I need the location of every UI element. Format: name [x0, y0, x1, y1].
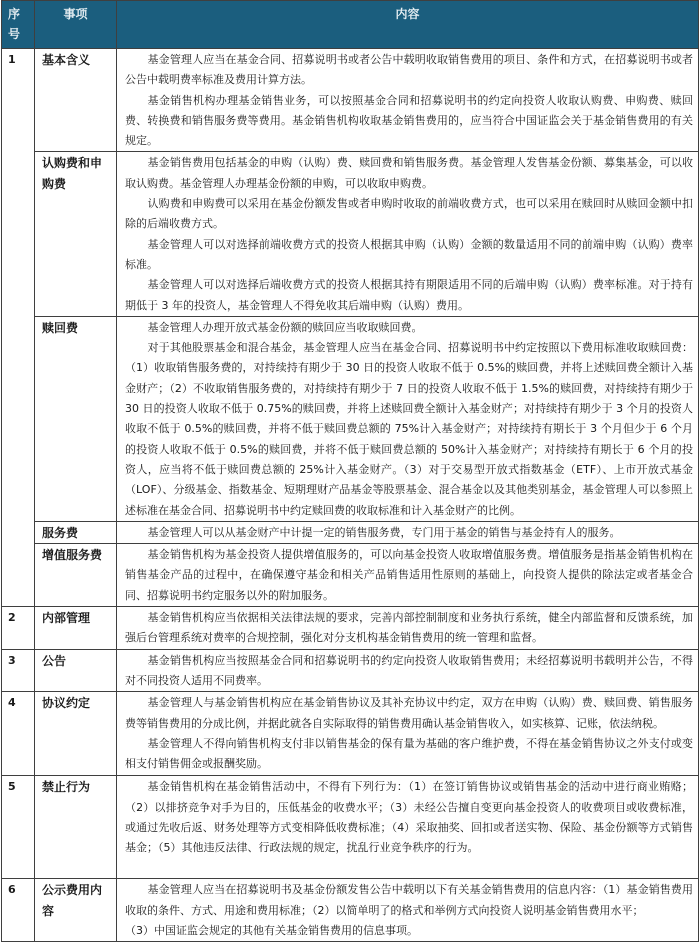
content-paragraph: 基金销售费用包括基金的申购（认购）费、赎回费和销售服务费。基金管理人发售基金份额、募集基金，可以收取认购费。基金管理人办理基金份额的申购，可以收取申购费。 [125, 156, 693, 190]
row-item: 协议约定 [35, 692, 117, 776]
content-paragraph: 基金销售机构为基金投资人提供增值服务的，可以向基金投资人收取增值服务费。增值服务是指基金销售机构在销售基金产品的过程中，在确保遵守基金和相关产品销售适用性原则的基础上，向投资人提供的除法定或者基金合同、招募说明书约定服务以外的附加服务。 [125, 548, 693, 602]
content-paragraph: 基金管理人可以从基金财产中计提一定的销售服务费，专门用于基金的销售与基金持有人的服务。 [147, 525, 621, 539]
table-row [2, 776, 699, 879]
table-row [2, 521, 699, 543]
row-item: 公告 [35, 649, 117, 692]
table-row [2, 649, 699, 692]
row-content [117, 649, 699, 692]
row-item: 认购费和申购费 [35, 152, 117, 316]
row-content [117, 316, 699, 521]
content-paragraph: 基金管理人可以对选择前端收费方式的投资人根据其申购（认购）金额的数量适用不同的前端申购（认购）费率标准。 [125, 237, 693, 271]
row-content [117, 152, 699, 316]
row-number: 5 [2, 776, 35, 879]
content-paragraph: 基金管理人应当在基金合同、招募说明书或者公告中载明收取销售费用的项目、条件和方式，在招募说明书或者公告中载明费率标准及费用计算方法。 [125, 53, 693, 87]
table-row [2, 544, 699, 607]
content-paragraph: 基金销售机构应当按照基金合同和招募说明书的约定向投资人收取销售费用；未经招募说明书载明并公告，不得对不同投资人适用不同费率。 [125, 653, 693, 688]
content-paragraph: 基金销售机构在基金销售活动中，不得有下列行为：（1）在签订销售协议或销售基金的活动中进行商业贿赂；（2）以排挤竞争对手为目的，压低基金的收费水平；（3）未经公告擅自变更向基金投资人的收费项目或收费标准，或通过先收后返、财务处理等方式变相降低收费标准；（4）采取抽奖、回扣或者送实物、保险、基金份额等方式销售基金；（5）其他违反法律、行政法规的规定，扰乱行业竞争秩序的行为。 [125, 780, 693, 855]
row-number: 4 [2, 692, 35, 776]
header-col-no-line1: 序 [8, 7, 21, 21]
row-number: 6 [2, 879, 35, 942]
content-paragraph: 基金销售机构应当依据相关法律法规的要求，完善内部控制制度和业务执行系统，健全内部监督和反馈系统，加强后台管理系统对费率的合规控制，强化对分支机构基金销售费用的统一管理和监督。 [125, 611, 693, 645]
header-col-content: 内容 [117, 1, 699, 49]
row-item: 赎回费 [35, 316, 117, 521]
table-row [2, 49, 699, 152]
content-paragraph: 基金销售机构办理基金销售业务，可以按照基金合同和招募说明书的约定向投资人收取认购费、申购费、赎回费、转换费和销售服务费等费用。基金销售机构收取基金销售费用的，应当符合中国证监会关于基金销售费用的有关规定。 [125, 93, 693, 148]
header-col-no [2, 1, 35, 49]
table-row [2, 152, 699, 316]
row-item: 公示费用内容 [35, 879, 117, 942]
table-row [2, 607, 699, 650]
row-item: 服务费 [35, 521, 117, 543]
content-paragraph: 基金管理人可以对选择后端收费方式的投资人根据其持有期限适用不同的后端申购（认购）费率标准。对于持有期低于 3 年的投资人，基金管理人不得免收其后端申购（认购）费用。 [125, 278, 693, 312]
content-paragraph: 基金管理人不得向销售机构支付非以销售基金的保有量为基础的客户维护费，不得在基金销售协议之外支付或变相支付销售佣金或报酬奖励。 [125, 736, 693, 771]
content-paragraph: 基金管理人办理开放式基金份额的赎回应当收取赎回费。 [147, 320, 423, 334]
row-content [117, 776, 699, 879]
row-content [117, 521, 699, 543]
table-row [2, 316, 699, 521]
table-row [2, 879, 699, 942]
content-paragraph: 基金管理人应当在招募说明书及基金份额发售公告中载明以下有关基金销售费用的信息内容：（1）基金销售费用收取的条件、方式、用途和费用标准；（2）以简单明了的格式和举例方式向投资人说明基金销售费用水平； [125, 883, 693, 917]
row-content [117, 49, 699, 152]
table-row [2, 692, 699, 776]
row-content [117, 692, 699, 776]
row-number: 2 [2, 607, 35, 650]
row-number: 3 [2, 649, 35, 692]
row-content [117, 544, 699, 607]
content-paragraph: （3）中国证监会规定的其他有关基金销售费用的信息事项。 [125, 923, 418, 937]
header-col-no-line2: 号 [8, 27, 21, 41]
content-paragraph: 对于其他股票基金和混合基金，基金管理人应当在基金合同、招募说明书中约定按照以下费用标准收取赎回费：（1）收取销售服务费的，对持续持有期少于 30 日的投资人收取不低于 0.5%的赎回费，并将上述赎回费全额计入基金财产；（2）不收取销售服务费的，对持续持有期少于 7 日的投资人收取不低于 1.5%的赎回费，对持续持有期少于 30 日的投资人收取不低于 0.75%的赎回费，并将上述赎回费全额计入基金财产；对持续持有期少于 3 个月的投资人收取不低于 0.5%的赎回费，并将不低于赎回费总额的 75%计入基金财产；对持续持有期长于 3 个月但少于 6 个月的投资人收取不低于 0.5%的赎回费，并将不低于赎回费总额的 50%计入基金财产；对持续持有期长于 6 个月的投资人，应当将不低于赎回费总额的 25%计入基金财产。（3）对于交易型开放式指数基金（ETF）、上市开放式基金（LOF）、分级基金、指数基金、短期理财产品基金等股票基金、混合基金以及其他类别基金，基金管理人可以参照上述标准在基金合同、招募说明书中约定赎回费的收取标准和计入基金财产的比例。 [125, 341, 693, 517]
content-paragraph: 认购费和申购费可以采用在基金份额发售或者申购时收取的前端收费方式，也可以采用在赎回时从赎回金额中扣除的后端收费方式。 [125, 197, 693, 231]
header-col-item: 事项 [35, 1, 117, 49]
row-content [117, 879, 699, 942]
row-item: 禁止行为 [35, 776, 117, 879]
row-number: 1 [2, 49, 35, 607]
row-item: 增值服务费 [35, 544, 117, 607]
content-paragraph: 基金管理人与基金销售机构应在基金销售协议及其补充协议中约定，双方在申购（认购）费、赎回费、销售服务费等销售费用的分成比例，并据此就各自实际取得的销售费用确认基金销售收入，如实核算、记账，依法纳税。 [125, 696, 693, 730]
row-item: 内部管理 [35, 607, 117, 650]
row-item: 基本含义 [35, 49, 117, 152]
row-content [117, 607, 699, 650]
fund-sales-fee-table [1, 0, 699, 942]
table-header-row [2, 1, 699, 49]
